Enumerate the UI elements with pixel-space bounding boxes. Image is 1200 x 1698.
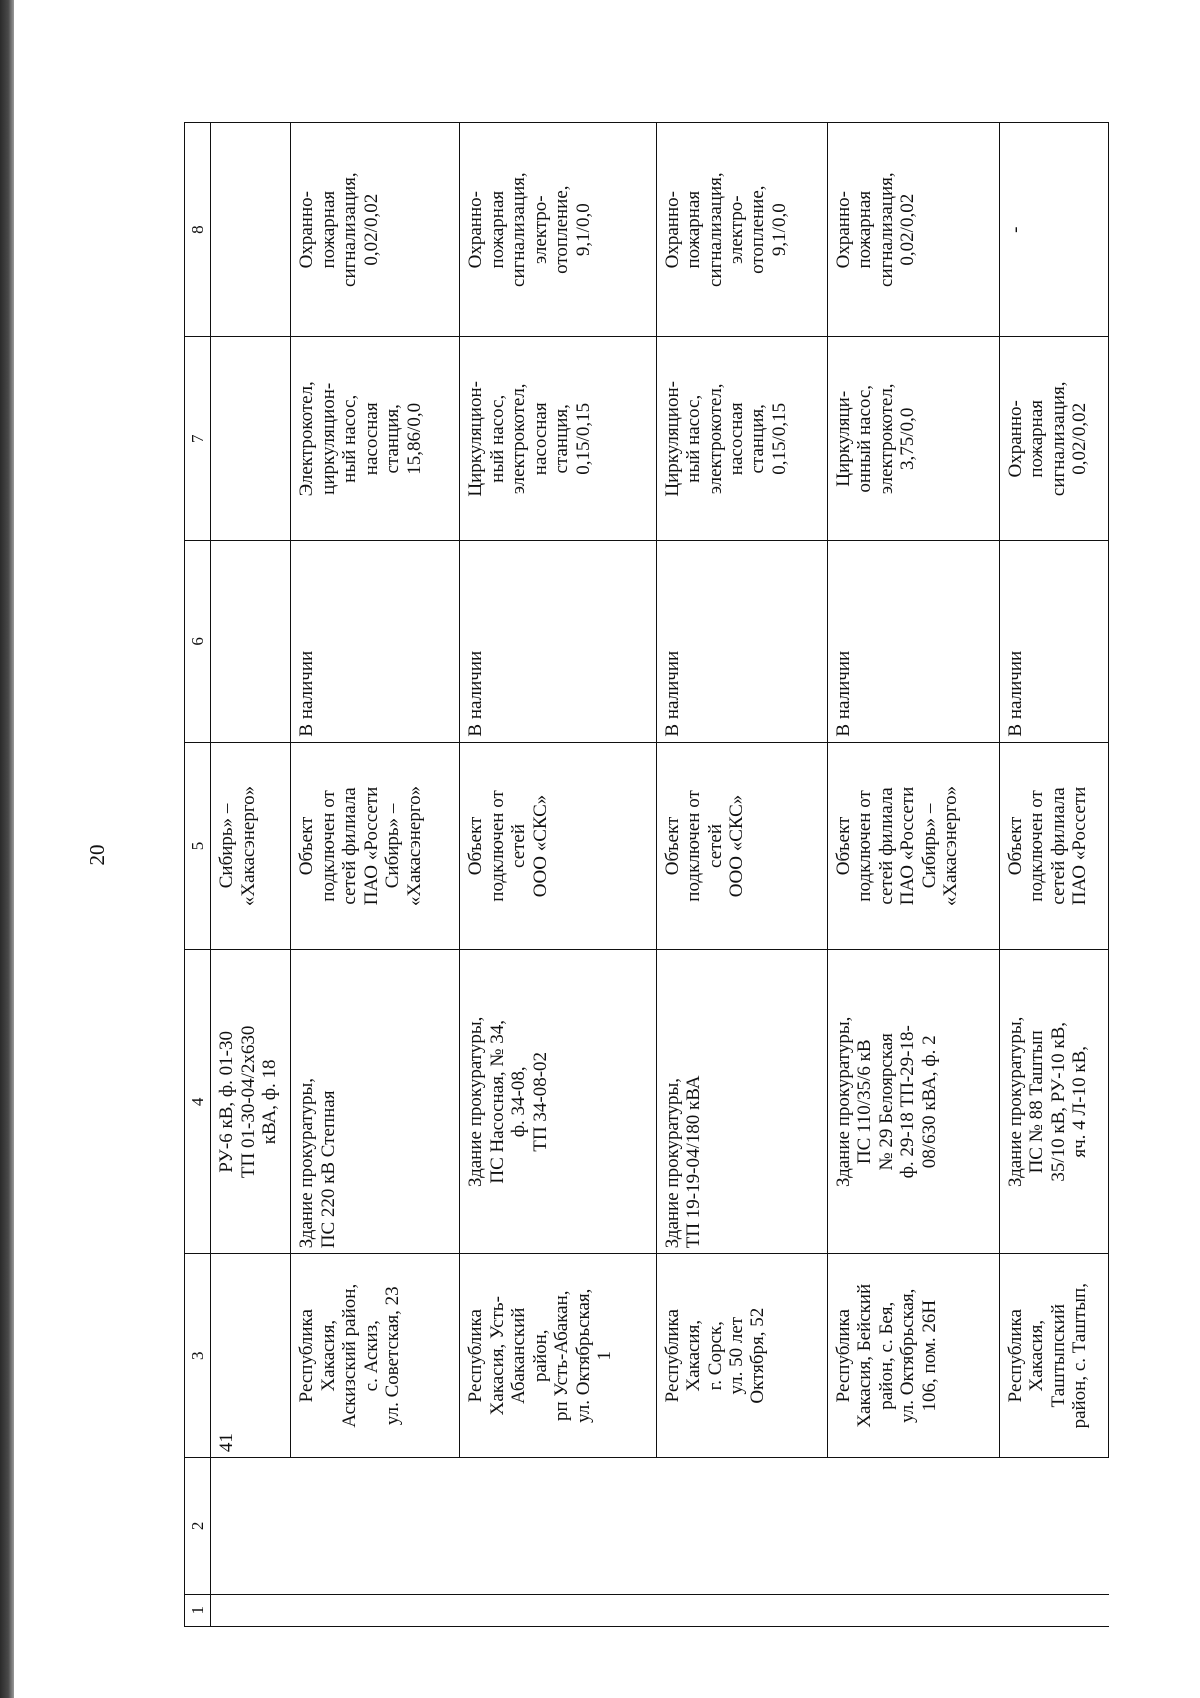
cell-col4: РУ-6 кВ, ф. 01-30 ТП 01-30-04/2х630 кВА, ф. 18 bbox=[211, 950, 291, 1254]
cell-col2-empty bbox=[211, 1458, 1109, 1594]
column-number: 7 bbox=[185, 337, 211, 541]
cell-col5: Объект подключен от сетей филиала ПАО «Россети Сибирь» – «Хакасэнерго» bbox=[827, 742, 999, 950]
cell-col4: Здание прокуратуры, ТП 19-19-04/180 кВА bbox=[656, 950, 827, 1254]
cell-col8: Охранно- пожарная сигнализация, 0,02/0,02 bbox=[827, 123, 999, 337]
cell-col3: Республика Хакасия, Усть- Абаканский район, рп Усть-Абакан, ул. Октябрьская, 1 bbox=[460, 1254, 656, 1458]
cell-col6: В наличии bbox=[827, 541, 999, 742]
column-number: 1 bbox=[185, 1594, 211, 1626]
cell-col5: Сибирь» – «Хакасэнерго» bbox=[211, 742, 291, 950]
cell-col6: В наличии bbox=[999, 541, 1108, 742]
data-table bbox=[184, 122, 1109, 1627]
cell-col5: Объект подключен от сетей ООО «СКС» bbox=[460, 742, 656, 950]
cell-col4: Здание прокуратуры, ПС № 88 Таштып 35/10 кВ, РУ-10 кВ, яч. 4 Л-10 кВ, bbox=[999, 950, 1108, 1254]
page-number: 20 bbox=[85, 844, 109, 866]
cell-col5: Объект подключен от сетей филиала ПАО «Россети bbox=[999, 742, 1108, 950]
cell-col5: Объект подключен от сетей ООО «СКС» bbox=[656, 742, 827, 950]
rotated-table-container bbox=[184, 122, 1109, 1627]
cell-col3: Республика Хакасия, Аскизский район, с. Аскиз, ул. Советская, 23 bbox=[291, 1254, 460, 1458]
cell-col7: Циркуляци- онный насос, электрокотел, 3,75/0,0 bbox=[827, 337, 999, 541]
cell-col4: Здание прокуратуры, ПС 110/35/6 кВ № 29 Белоярская ф. 29-18 ТП-29-18- 08/630 кВА, ф. 2 bbox=[827, 950, 999, 1254]
table-row bbox=[999, 123, 1108, 1627]
cell-col3: Республика Хакасия, Бейский район, с. Бея, ул. Октябрьская, 106, пом. 26Н bbox=[827, 1254, 999, 1458]
cell-col6: В наличии bbox=[291, 541, 460, 742]
cell-col8: Охранно- пожарная сигнализация, электро- отопление, 9,1/0,0 bbox=[656, 123, 827, 337]
cell-col4: Здание прокуратуры, ПС Насосная, № 34, ф. 34-08, ТП 34-08-02 bbox=[460, 950, 656, 1254]
cell-col7 bbox=[211, 337, 291, 541]
column-number: 6 bbox=[185, 541, 211, 742]
cell-col1-empty bbox=[211, 1594, 1109, 1626]
cell-col8: Охранно- пожарная сигнализация, электро- отопление, 9,1/0,0 bbox=[460, 123, 656, 337]
cell-col3: Республика Хакасия, Таштыпский район, с. Таштып, bbox=[999, 1254, 1108, 1458]
table-row bbox=[656, 123, 827, 1627]
table-row bbox=[460, 123, 656, 1627]
column-number: 3 bbox=[185, 1254, 211, 1458]
cell-col7: Электрокотел, циркуляцион- ный насос, насосная станция, 15,86/0,0 bbox=[291, 337, 460, 541]
column-number: 5 bbox=[185, 742, 211, 950]
continuation-row bbox=[211, 123, 291, 1627]
cell-col3: Республика Хакасия, г. Сорск, ул. 50 лет Октября, 52 bbox=[656, 1254, 827, 1458]
cell-col6: В наличии bbox=[460, 541, 656, 742]
column-number: 2 bbox=[185, 1458, 211, 1594]
cell-col7: Циркуляцион- ный насос, электрокотел, насосная станция, 0,15/0,15 bbox=[460, 337, 656, 541]
cell-col8 bbox=[211, 123, 291, 337]
cell-col6 bbox=[211, 541, 291, 742]
cell-col4: Здание прокуратуры, ПС 220 кВ Степная bbox=[291, 950, 460, 1254]
table-row bbox=[291, 123, 460, 1627]
column-number: 4 bbox=[185, 950, 211, 1254]
column-number-row bbox=[185, 123, 211, 1627]
cell-col8: Охранно- пожарная сигнализация, 0,02/0,02 bbox=[291, 123, 460, 337]
cell-col6: В наличии bbox=[656, 541, 827, 742]
cell-col3: 41 bbox=[211, 1254, 291, 1458]
table-row bbox=[827, 123, 999, 1627]
cell-col7: Циркуляцион- ный насос, электрокотел, насосная станция, 0,15/0,15 bbox=[656, 337, 827, 541]
cell-col7: Охранно- пожарная сигнализация, 0,02/0,02 bbox=[999, 337, 1108, 541]
column-number: 8 bbox=[185, 123, 211, 337]
cell-col8: - bbox=[999, 123, 1108, 337]
cell-col5: Объект подключен от сетей филиала ПАО «Россети Сибирь» – «Хакасэнерго» bbox=[291, 742, 460, 950]
scan-binding-edge bbox=[0, 0, 14, 1698]
